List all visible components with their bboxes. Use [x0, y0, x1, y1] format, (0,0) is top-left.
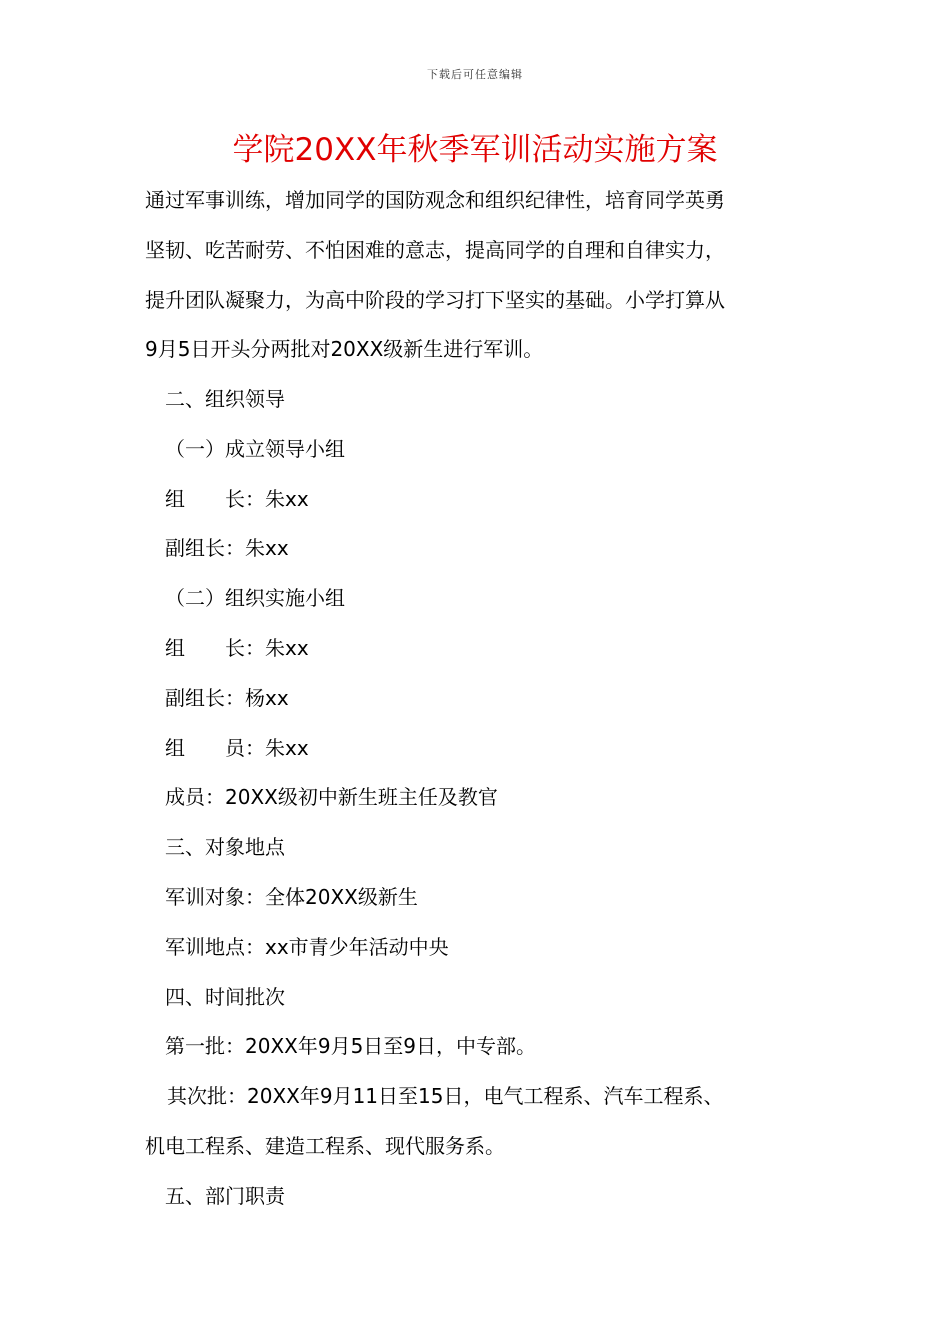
member-line: 组 员：朱xx: [165, 735, 309, 760]
second-batch-line: 其次批：20XX年9月11日至15日，电气工程系、汽车工程系、: [167, 1084, 724, 1109]
deputy-leader-line: 副组长：杨xx: [165, 685, 289, 710]
leader-line: 组 长：朱xx: [165, 486, 309, 511]
training-target-line: 军训对象：全体20XX级新生: [165, 884, 418, 909]
intro-line: 坚韧、吃苦耐劳、不怕困难的意志，提高同学的自理和自律实力，: [145, 237, 725, 262]
section-heading-target-location: 三、对象地点: [165, 835, 285, 860]
intro-line: 提升团队凝聚力，为高中阶段的学习打下坚实的基础。小学打算从: [145, 287, 725, 312]
intro-line: 9月5日开头分两批对20XX级新生进行军训。: [145, 337, 544, 362]
training-location-line: 军训地点：xx市青少年活动中央: [165, 934, 449, 959]
section-heading-organization: 二、组织领导: [165, 387, 285, 411]
subsection-leadership-group: （一）成立领导小组: [165, 436, 345, 461]
section-heading-responsibilities: 五、部门职责: [165, 1183, 285, 1208]
intro-line: 通过军事训练，增加同学的国防观念和组织纪律性，培育同学英勇: [145, 188, 725, 212]
deputy-leader-line: 副组长：朱xx: [165, 536, 289, 561]
intro-paragraph: [145, 176, 810, 375]
leader-line: 组 长：朱xx: [165, 635, 309, 660]
second-batch-line-continued: 机电工程系、建造工程系、现代服务系。: [145, 1133, 505, 1158]
section-heading-schedule: 四、时间批次: [165, 984, 285, 1009]
subsection-implementation-group: （二）组织实施小组: [165, 586, 345, 611]
first-batch-line: 第一批：20XX年9月5日至9日，中专部。: [165, 1034, 537, 1059]
members-line: 成员：20XX级初中新生班主任及教官: [165, 785, 498, 810]
header-note: 下载后可任意编辑: [427, 68, 523, 81]
content-list: [145, 375, 810, 1222]
document-title: 学院20XX年秋季军训活动实施方案: [232, 132, 718, 168]
